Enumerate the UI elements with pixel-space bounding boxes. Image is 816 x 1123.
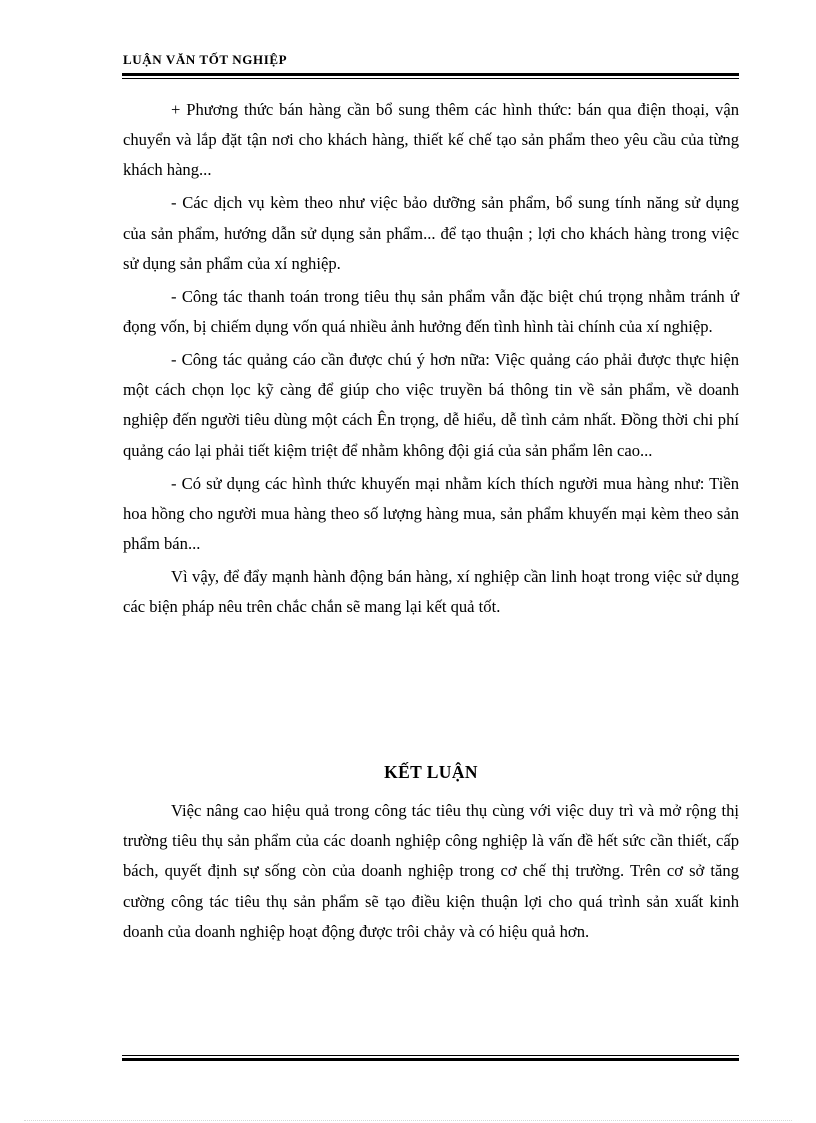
paragraph-summary: Vì vậy, để đẩy mạnh hành động bán hàng, xí nghiệp cần linh hoạt trong việc sử dụng các biện pháp nêu trên chắc chắn sẽ mang lại kết quả tốt. [123,567,739,617]
paragraph-payment: - Công tác thanh toán trong tiêu thụ sản phẩm vẫn đặc biệt chú trọng nhằm tránh ứ đọng vốn, bị chiếm dụng vốn quá nhiều ảnh hưởng đến tình hình tài chính của xí nghiệp. [123,286,739,337]
paragraph-sales-methods: + Phương thức bán hàng cần bổ sung thêm các hình thức: bán qua điện thoại, vận chuyển và lắp đặt tận nơi cho khách hàng, thiết kế chế tạo sản phẩm theo yêu cầu của từng khách hàng... [123,100,739,180]
conclusion-paragraph: Việc nâng cao hiệu quả trong công tác tiêu thụ cùng với việc duy trì và mở rộng thị trường tiêu thụ sản phẩm của các doanh nghiệp công nghiệp là vấn đề hết sức cần thiết, cấp bách, quyết định sự sống còn của doanh nghiệp trong cơ chế thị trường. Trên cơ sở tăng cường công tác tiêu thụ sản phẩm sẽ tạo điều kiện thuận lợi cho quá trình sản xuất kinh doanh của doanh nghiệp hoạt động được trôi chảy và có hiệu quả hơn. [123,801,739,941]
header-rule-thin [122,78,739,79]
running-header: LUẬN VĂN TỐT NGHIỆP [123,52,288,67]
footer-rule-thin [122,1055,739,1056]
header-rule-thick [122,73,739,76]
paragraph-services: - Các dịch vụ kèm theo như việc bảo dưỡng sản phẩm, bổ sung tính năng sử dụng của sản phẩm, hướng dẫn sử dụng sản phẩm... để tạo thuận ; lợi cho khách hàng trong việc sử dụng sản phẩm của xí nghiệp. [123,193,739,273]
footer-rule-thick [122,1058,739,1061]
paragraph-advertising: - Công tác quảng cáo cần được chú ý hơn nữa: Việc quảng cáo phải được thực hiện một cách chọn lọc kỹ càng để giúp cho việc truyền bá thông tin về sản phẩm, về doanh nghiệp đến người tiêu dùng một cách Ên trọng, dễ hiểu, dễ tình cảm nhất. Đồng thời chi phí quảng cáo lại phải tiết kiệm triệt để nhằm không đội giá của sản phẩm lên cao... [123,350,739,460]
paragraph-promotion: - Có sử dụng các hình thức khuyến mại nhằm kích thích người mua hàng như: Tiền hoa hồng cho người mua hàng theo số lượng hàng mua, sản phẩm khuyến mại kèm theo sản phẩm bán... [123,473,739,554]
body-text [123,95,739,625]
conclusion-heading: KẾT LUẬN [384,762,478,782]
conclusion-section [123,796,739,947]
page-edge-divider [24,1120,792,1121]
